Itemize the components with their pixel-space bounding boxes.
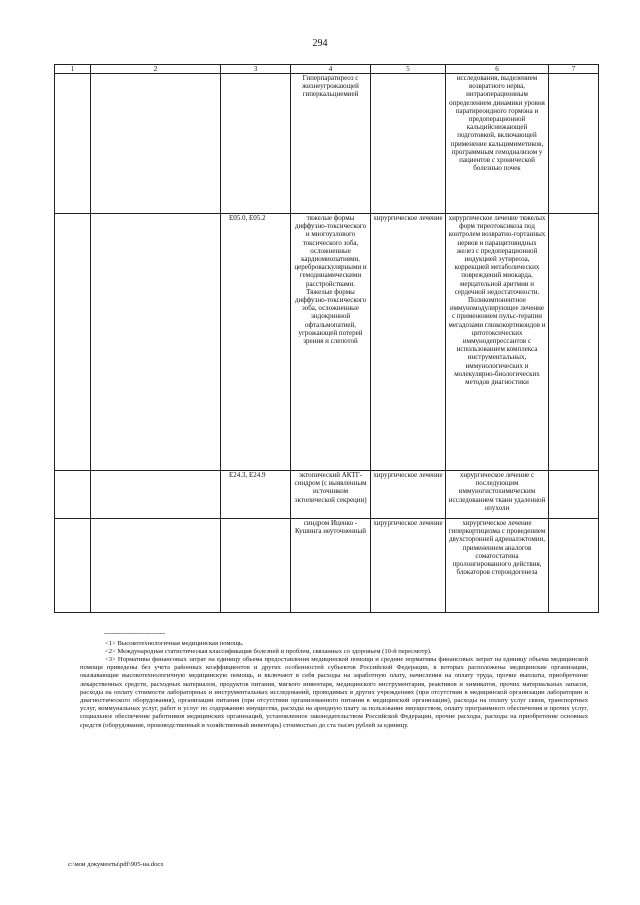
table-cell (549, 74, 599, 214)
table-cell (91, 214, 221, 471)
column-header: 3 (221, 65, 291, 74)
table-cell (221, 519, 291, 613)
table-cell: хирургическое лечение (371, 519, 446, 613)
column-header: 4 (291, 65, 371, 74)
column-header: 2 (91, 65, 221, 74)
column-header: 6 (446, 65, 549, 74)
table-cell: E05.0, E05.2 (221, 214, 291, 471)
column-header: 1 (55, 65, 91, 74)
table-cell (549, 519, 599, 613)
footnote-3: <3> Нормативы финансовых затрат на единицу объема предоставления медицинской помощи и средние нормативы финансовых затрат на единицу объема медицинской помощи приведены без учета районных коэффициентов и других особенностей субъектов Российской Федерации, в которых расположены медицинские организации, оказывающие высокотехнологичную медицинскую помощь, и включают в себя расходы на заработную плату, начисления на оплату труда, прочие выплаты, приобретение лекарственных средств, расходных материалов, продуктов питания, мягкого инвентаря, медицинского инструментария, реактивов и химикатов, прочих материальных запасов, расходы на оплату стоимости лабораторных и инструментальных исследований, проводимых в других учреждениях (при отсутствии в медицинской организации лаборатории и диагностического оборудования), организации питания (при отсутствии организованного питания в медицинской организации), расходы на оплату услуг связи, транспортных услуг, коммунальных услуг, работ и услуг по содержанию имущества, расходы на арендную плату за пользование имуществом, оплату программного обеспечения и прочих услуг, социальное обеспечение работников медицинских организаций, установленное законодательством Российской Федерации, прочие расходы, расходы на приобретение основных средств (оборудование, производственный и хозяйственный инвентарь) стоимостью до ста тысяч рублей за единицу. (80, 656, 588, 729)
table-row (55, 74, 599, 214)
page-number: 294 (312, 38, 328, 49)
table-cell (91, 74, 221, 214)
footnote-separator: -------------------------------- (104, 630, 165, 637)
table-cell (549, 471, 599, 519)
table-cell: тяжелые формы диффузно-токсического и многоузлового токсического зоба, осложненные кардиомиопатиями, цереброваскулярными и гемодинамическими расстройствами. Тяжелые формы диффузно-токсического зоба, осложненные эндокринной офтальмопатией, угрожающей потерей зрения и слепотой (291, 214, 371, 471)
table-cell: хирургическое лечение (371, 471, 446, 519)
table-cell (371, 74, 446, 214)
table-header-row (55, 65, 599, 74)
table-row (55, 214, 599, 471)
table-cell: хирургическое лечение тяжелых форм тиреотоксикоза под контролем возвратно-гортанных нервов и паращитовидных желез с предоперационной индукцией эутиреоза, коррекцией метаболических повреждений миокарда, мерцательной аритмии и сердечной недостаточности. Поликомпонентное иммуномодулирующее лечение с применением пульс-терапии мегадозами глюкокортикоидов и цитотоксических иммунодепрессантов с использованием комплекса инструментальных, иммунологических и молекулярно-биологических методов диагностики (446, 214, 549, 471)
footnote-1: <1> Высокотехнологичная медицинская помощь. (105, 640, 244, 647)
table-cell: эктопический АКТГ-синдром (с выявленным источником эктопической секреции) (291, 471, 371, 519)
table-cell: хирургическое лечение с последующим иммуногистохимическим исследованием ткани удаленной опухоли (446, 471, 549, 519)
column-header: 7 (549, 65, 599, 74)
file-path: c:\мои документы\pdf\905-на.docx (68, 861, 164, 868)
table-cell (91, 471, 221, 519)
table-cell (91, 519, 221, 613)
table-cell (55, 519, 91, 613)
table-cell: E24.3, E24.9 (221, 471, 291, 519)
table-cell (55, 471, 91, 519)
table-cell (221, 74, 291, 214)
services-table (54, 64, 599, 613)
table-cell (55, 74, 91, 214)
footnote-2: <2> Международная статистическая классификация болезней и проблем, связанных со здоровьем (10-й пересмотр). (105, 648, 432, 655)
table-cell: Гиперпаратиреоз с жизнеугрожающей гиперкальциемией (291, 74, 371, 214)
table-cell: хирургическое лечение гиперкортицизма с проведением двухсторонней адреналэктомии, применением аналогов соматостатина пролонгированного действия, блокаторов стероидогенеза (446, 519, 549, 613)
table-cell (549, 214, 599, 471)
column-header: 5 (371, 65, 446, 74)
table-row (55, 471, 599, 519)
table-cell (55, 214, 91, 471)
table-cell: хирургическое лечение (371, 214, 446, 471)
table-cell: синдром Иценко - Кушинга неуточненный (291, 519, 371, 613)
table-cell: исследования, выделением возвратного нерва, интраоперационным определением динамики уровня паратиреоидного гормона и предоперационной кальцийснижающей подготовкой, включающей применение кальцимиметиков, программным гемодиализом у пациентов с хронической болезнью почек (446, 74, 549, 214)
table-row (55, 519, 599, 613)
